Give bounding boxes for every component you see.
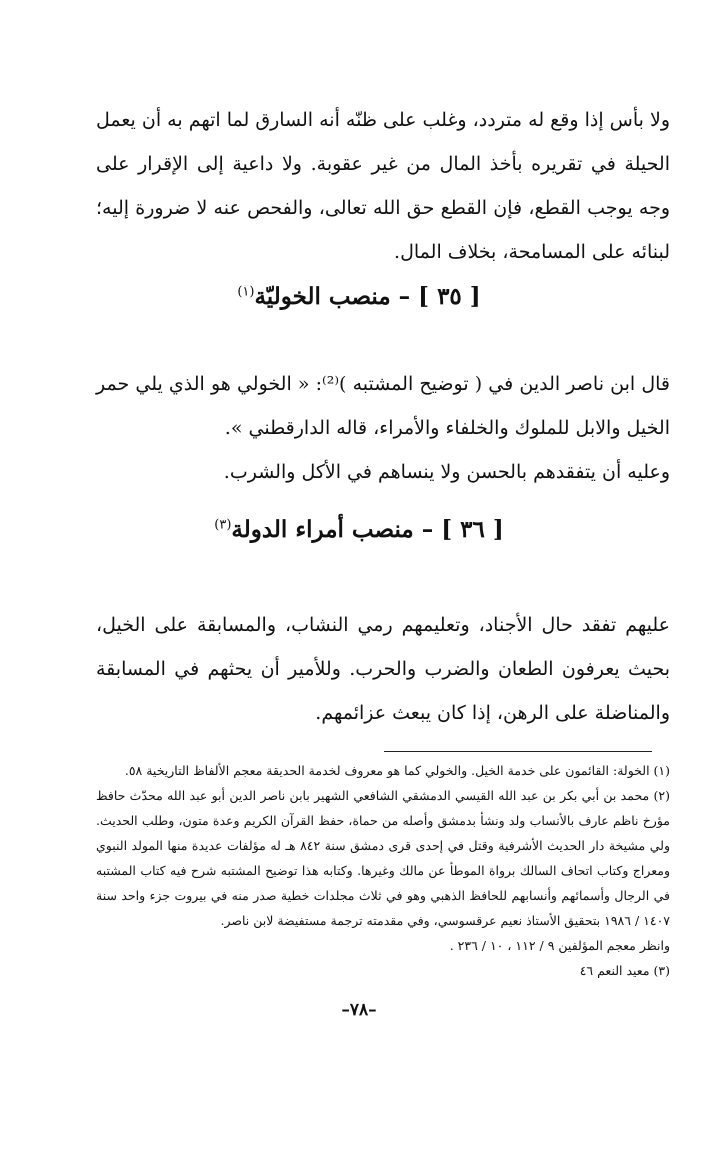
paragraph-khawli-duty: وعليه أن يتفقدهم بالحسن ولا ينساهم في الأكل والشرب. bbox=[223, 461, 670, 483]
paragraph-thief-interrogation: ولا بأس إذا وقع له متردد، وغلب على ظنّه أنه السارق لما اتهم به أن يعمل الحيلة في تقريره بأخذ المال من غير عقوبة. ولا داعية إلى الإقرار على وجه يوجب القطع، فإن القطع حق الله تعالى، والفحص عنه لا ضرورة إليه؛ لبنائه على المسامحة، بخلاف المال. bbox=[96, 109, 670, 263]
paragraph-state-emirs: عليهم تفقد حال الأجناد، وتعليمهم رمي النشاب، والمسابقة على الخيل، بحيث يعرفون الطعان والضرب والحرب. وللأمير أن يحثهم في المسابقة والمناضلة على الرهن، إذا كان يبعث عزائمهم. bbox=[96, 614, 670, 724]
footnote-2: (٢) محمد بن أبي بكر بن عبد الله القيسي الدمشقي الشافعي الشهير بابن ناصر الدين أبو عبد الله محدّث حافظ مؤرخ ناظم عارف بالأنساب ولد ونشأ بدمشق وأصله من حماة، حفظ القرآن الكريم وعدة متون، وطلب الحديث. ولي مشيخة دار الحديث الأشرفية وقتل في إحدى قرى دمشق سنة ٨٤٢ هـ له مؤلفات عديدة منها المولد النبوي ومعراج وكتاب اتحاف السالك برواة الموطأ عن مالك وغيرها. وكتابه هذا توضيح المشتبه شرح فيه كتاب المشتبه في الرجال وأسمائهم وأنسابهم للحافظ الذهبي وهو في ثلاث مجلدات خطية صدر منه في بيروت جزء واحد سنة ١٤٠٧ / ١٩٨٦ بتحقيق الأستاذ نعيم عرقسوسي، وفي مقدمته ترجمة مستفيضة لابن ناصر. bbox=[96, 788, 670, 928]
heading-36-text: [ ٣٦ ] – منصب أمراء الدولة bbox=[231, 516, 504, 543]
heading-section-36 bbox=[0, 516, 718, 543]
footnote-2-reference: وانظر معجم المؤلفين ٩ / ١١٢ ، ١٠ / ٢٣٦ . bbox=[449, 938, 670, 953]
page-number: –٧٨– bbox=[341, 1000, 377, 1020]
paragraph-khawli-definition: قال ابن ناصر الدين في ( توضيح المشتبه )⁽²⁾: « الخولي هو الذي يلي حمر الخيل والابل للملوك والخلفاء والأمراء، قاله الدارقطني ». bbox=[96, 373, 671, 439]
section-36-body bbox=[96, 603, 670, 735]
section-35-body bbox=[96, 362, 670, 494]
footnote-ref-1: (١) bbox=[237, 284, 255, 300]
footnote-ref-3: (٣) bbox=[214, 517, 232, 533]
heading-35-text: [ ٣٥ ] – منصب الخوليّة bbox=[254, 283, 481, 310]
section-34-conclusion bbox=[96, 98, 670, 274]
footnotes bbox=[96, 758, 670, 983]
footnote-1: (١) الخولة: القائمون على خدمة الخيل. والخولي كما هو معروف لخدمة الحديقة معجم الألفاظ التاريخية ٥٨. bbox=[124, 763, 670, 778]
footnote-3: (٣) معيد النعم ٤٦ bbox=[579, 963, 670, 978]
footnote-separator bbox=[384, 751, 652, 752]
heading-section-35 bbox=[0, 283, 718, 310]
